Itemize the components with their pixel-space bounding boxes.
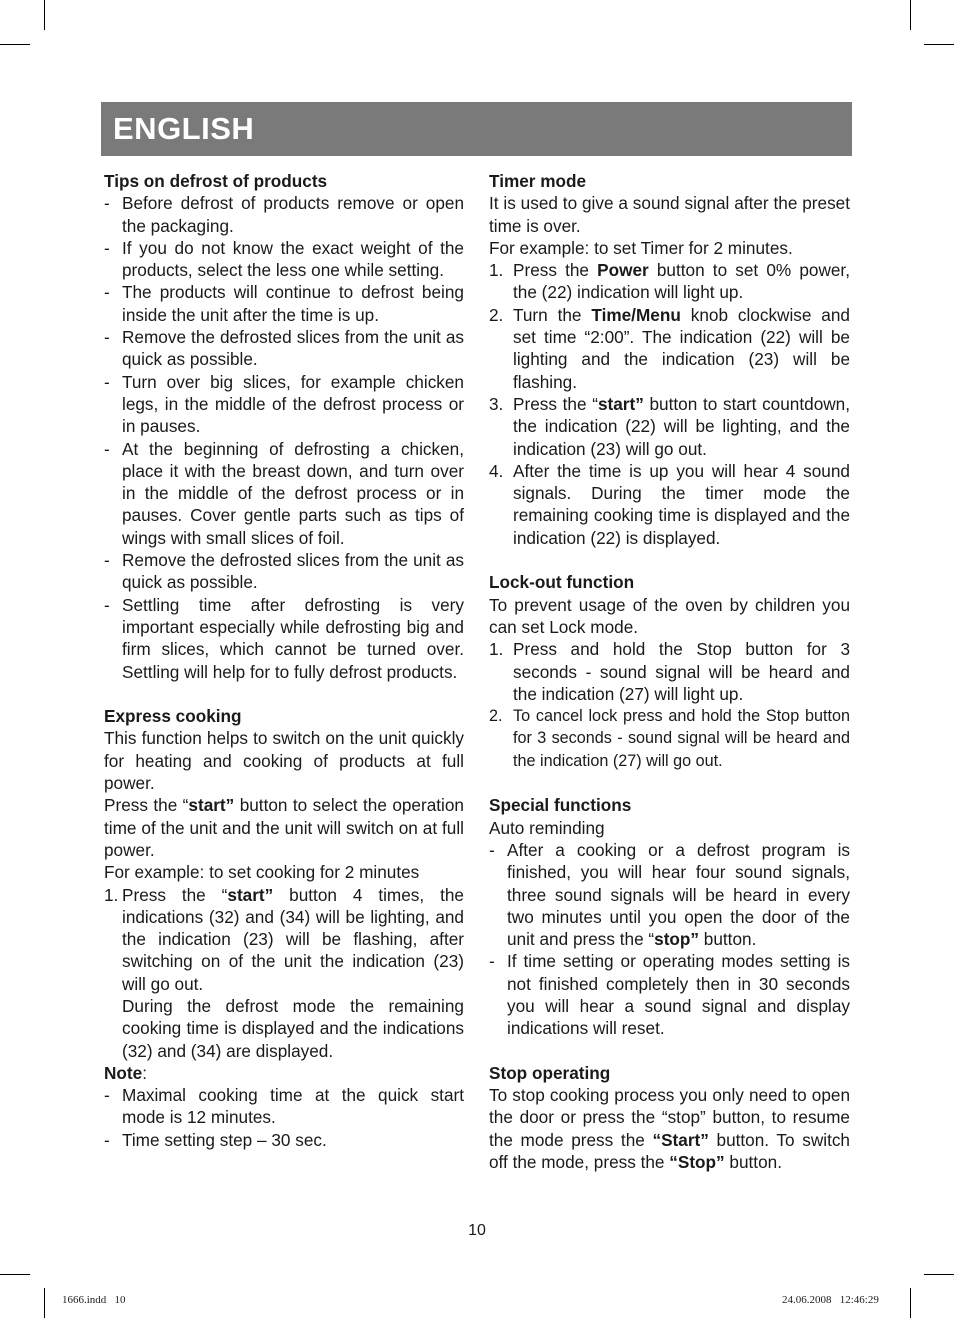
crop-mark [44, 1288, 45, 1318]
list-item: - At the beginning of defrosting a chicken, place it with the breast down, and turn over in the middle of the defrost process or in pauses. Cover gentle parts such as tips of wings with small slices of foil. [104, 438, 464, 548]
list-item: - Turn over big slices, for example chicken legs, in the middle of the defrost process or in pauses. [104, 371, 464, 437]
right-column [489, 170, 850, 1173]
list-item: - Maximal cooking time at the quick start mode is 12 minutes. [104, 1085, 464, 1128]
section-heading: Special functions [489, 795, 632, 816]
paragraph: Auto reminding [489, 817, 605, 838]
list-item: 1. Press the Power button to set 0% power, the (22) indication will light up. [489, 260, 850, 303]
section-heading: Tips on defrost of products [104, 171, 328, 191]
footer-file: 1666.indd 10 [62, 1294, 126, 1306]
page-title: ENGLISH [113, 111, 255, 146]
list-item: - After a cooking or a defrost program is finished, you will hear four sound signals, three sound signals will be heard in every two minutes until you open the door of the unit and press the “stop” button. [489, 839, 850, 950]
list-item: - Settling time after defrosting is very important especially while defrosting big and firm slices, which cannot be turned over. Settling will help for to fully defrost products. [104, 594, 464, 682]
section-heading: Express cooking [104, 706, 242, 727]
paragraph: It is used to give a sound signal after the preset time is over. [489, 193, 850, 236]
list-item: - If time setting or operating modes setting is not finished completely then in 30 seconds you will hear a sound signal and display indications will reset. [489, 951, 850, 1039]
crop-mark [0, 1274, 30, 1275]
note-label: Note: [104, 1062, 147, 1083]
list-item: - Time setting step – 30 sec. [104, 1129, 327, 1150]
paragraph: For example: to set cooking for 2 minutes [104, 862, 420, 883]
crop-mark [44, 0, 45, 30]
page-number: 10 [468, 1222, 486, 1239]
list-item: 2. To cancel lock press and hold the Stop button for 3 seconds - sound signal will be heard and the indication (27) will go out. [489, 707, 850, 770]
footer-datetime: 24.06.2008 12:46:29 [782, 1294, 879, 1306]
crop-mark [910, 0, 911, 30]
list-item: 3. Press the “start” button to start countdown, the indication (22) will be lighting, and the indication (23) will go out. [489, 393, 851, 459]
list-item: 2. Turn the Time/Menu knob clockwise and set time “2:00”. The indication (22) will be lighting and the indication (23) will be flashing. [489, 304, 850, 392]
list-item: - If you do not know the exact weight of the products, select the less one while setting. [104, 237, 464, 281]
paragraph: For example: to set Timer for 2 minutes. [489, 237, 793, 258]
paragraph: To prevent usage of the oven by children you can set Lock mode. [489, 594, 850, 637]
language-banner [101, 102, 852, 156]
left-column [104, 170, 464, 1151]
list-item: 1. Press the “start” button 4 times, the indications (32) and (34) will be lighting, and the indication (23) will be flashing, after switching on of the unit the indication (23) will go out. [104, 884, 464, 994]
list-item: 4. After the time is up you will hear 4 sound signals. During the timer mode the remaining cooking time is displayed and the indication (22) is displayed. [489, 460, 850, 548]
paragraph: This function helps to switch on the unit quickly for heating and cooking of products at full power. [104, 728, 464, 794]
crop-mark [924, 44, 954, 45]
paragraph: During the defrost mode the remaining cooking time is displayed and the indications (32) and (34) are displayed. [122, 995, 464, 1061]
section-heading: Stop operating [489, 1062, 611, 1083]
list-item: 1. Press and hold the Stop button for 3 seconds - sound signal will be heard and the indication (27) will light up. [489, 639, 850, 704]
paragraph: To stop cooking process you only need to open the door or press the “stop” button, to resume the mode press the “Start” button. To switch off the mode, press the “Stop” button. [489, 1085, 850, 1173]
list-item: - Remove the defrosted slices from the unit as quick as possible. [104, 550, 464, 593]
section-heading: Lock-out function [489, 572, 635, 593]
paragraph: Press the “start” button to select the operation time of the unit and the unit will switch on at full power. [104, 795, 464, 860]
section-heading: Timer mode [489, 171, 587, 191]
list-item: - Before defrost of products remove or open the packaging. [104, 193, 464, 236]
list-item: - Remove the defrosted slices from the unit as quick as possible. [104, 327, 464, 370]
crop-mark [910, 1288, 911, 1318]
list-item: - The products will continue to defrost being inside the unit after the time is up. [104, 282, 464, 325]
crop-mark [0, 44, 30, 45]
crop-mark [924, 1274, 954, 1275]
